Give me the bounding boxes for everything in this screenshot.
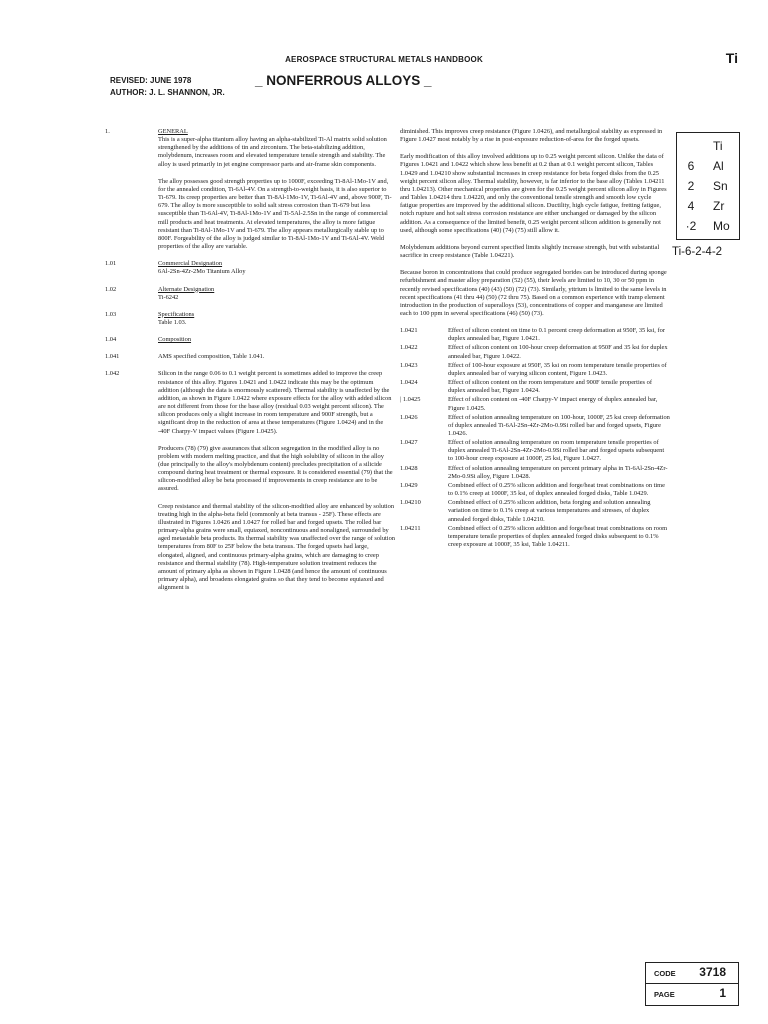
right-item — [400, 525, 670, 549]
left-text-column — [105, 128, 395, 601]
right-item — [400, 379, 670, 395]
element-symbol: Zr — [713, 199, 725, 213]
element-amount: 2 — [687, 179, 695, 193]
section-body — [158, 311, 395, 327]
section-body — [158, 336, 395, 344]
item-number: 1.0421 — [400, 327, 418, 335]
right-item — [400, 465, 670, 481]
element-symbol: Al — [713, 159, 724, 173]
section-row — [105, 370, 395, 592]
section-number: 1. — [105, 128, 110, 135]
page-label: PAGE — [654, 990, 675, 999]
section-heading: Commercial Designation — [158, 260, 223, 268]
right-item — [400, 344, 670, 360]
item-number: 1.04210 — [400, 499, 421, 507]
handbook-title: AEROSPACE STRUCTURAL METALS HANDBOOK — [285, 55, 483, 64]
section-body — [158, 286, 395, 302]
item-text: Molybdenum additions beyond current specified limits slightly increase strength, but with substantial sacrifice in creep resistance (Table 1.04221). — [400, 243, 660, 260]
section-body — [158, 128, 395, 251]
right-item — [400, 269, 670, 318]
item-number: 1.0427 — [400, 439, 418, 447]
right-text-column — [400, 128, 670, 550]
section-paragraph: Creep resistance and thermal stability of the silicon-modified alloy are enhanced by solution treating high in the alpha-beta field (commonly at beta transus - 25F). These effects are illustrated in Figures 1.0426 and 1.0427 for rolled bar and forged upsets. The rolled bar primary-alpha grains were small, equiaxed, noncontinuous and nonaligned, surrounded by aged metastable beta products. Its thermal stability was unaffected over the range of solution temperatures from 80F to 25F below the beta transus. The forged upsets had large, elongated, aligned, and continuous primary-alpha grains, which are damaging to creep resistance and thermal stability (78). High-temperature solution treatment reduces the amount of primary alpha as shown in Figure 1.0428 (and hence the amount of continuous primary alpha), and broadens elongated grains so that they tend to become equiaxed and alignment is — [158, 502, 395, 592]
section-number: 1.041 — [105, 353, 120, 361]
section-heading: Composition — [158, 336, 192, 344]
section-paragraph: The alloy possesses good strength properties up to 1000F, exceeding Ti-8Al-1Mo-1V and, for the annealed condition, Ti-6Al-4V. On a strength-to-weight basis, it is also superior to Ti-679. Its creep properties are better than Ti-8Al-1Mo-1V, Ti-6Al-4V and, above 900F, Ti-679. The alloy is more susceptible to solid salt stress corrosion than Ti-679 but less susceptible than Ti-6Al-4V, Ti-8Al-1Mo-1V and Ti-5Al-2.5Sn in the range of commercial mill products and heat treatments. At elevated temperatures, the alloy is more fatigue resistant than Ti-8Al-1Mo-1V and Ti-679. The alloy appears metallurgically stable up to 800F. Forgeability of the alloy is judged similar to Ti-8Al-1Mo-1V and Ti-6Al-4V. Weld properties of the alloy are variable. — [158, 177, 392, 251]
right-item — [400, 499, 670, 523]
item-text: Effect of silicon content on -40F Charpy-V impact energy of duplex annealed bar, Figure 1.0425. — [448, 396, 658, 412]
section-body — [158, 260, 395, 276]
item-text: Effect of silicon content on time to 0.1 percent creep deformation at 950F, 35 ksi, for duplex annealed bar, Figure 1.0421. — [448, 327, 665, 343]
code-page-box — [645, 962, 739, 1006]
material-symbol: Ti — [725, 50, 738, 66]
section-body — [158, 370, 395, 592]
section-paragraph: Producers (78) (79) give assurances that silicon segregation in the modified alloy is no problem with modern melting practice, and that the high solubility of silicon in the alloy (due principally to the alloy's molybdenum content) precludes precipitation of a silicide compound during heat treatment or thermal exposure. It is considered essential (79) that the silicon-modified alloy be beta processed if improvements in creep resistance are to be assured. — [158, 444, 393, 493]
item-text: Effect of solution annealing temperature on room temperature tensile properties of duplex annealed Ti-6Al-2Sn-4Zr-2Mo-0.9Si rolled bar and forged upsets subsequent to 100-hour creep exposure at 1000F, 25 ksi, Figure 1.0427. — [448, 439, 665, 463]
section-number: 1.02 — [105, 285, 117, 293]
right-item — [400, 396, 670, 412]
section-paragraph: This is a super-alpha titanium alloy having an alpha-stabilized Ti-Al matrix solid solution strengthened by the additions of tin and zirconium. The beta-stabilizing addition, molybdenum, increases room and elevated temperature tensile strength and stability. The alloy is used primarily in jet engine compressor parts and air-frame skin components. — [158, 136, 387, 168]
section-number: 1.01 — [105, 260, 117, 268]
document-title: _ NONFERROUS ALLOYS _ — [255, 73, 432, 88]
item-text: Effect of solution annealing temperature on percent primary alpha in Ti-6Al-2Sn-4Zr-2Mo-0.9Si alloy, Figure 1.0428. — [448, 464, 668, 480]
code-label: CODE — [654, 969, 676, 978]
item-number: | 1.0425 — [400, 396, 421, 404]
item-number: 1.04211 — [400, 524, 421, 532]
element-symbol: Ti — [713, 139, 723, 153]
element-symbol: Sn — [713, 179, 728, 193]
item-text: Early modification of this alloy involved additions up to 0.25 weight percent silicon. Unlike the data of Figures 1.0421 and 1.0422 which show less benefit at 0.2 than at 0.1 weight percent silicon, Tables 1.0429 and 1.04210 show substantial increases in creep resistance for beta forged disks from the 0.25 weight percent silicon alloy. Thermal stability, however, is far inferior to the base alloy (Tables 1.04211 thru 1.04213). Other mechanical properties are given for the 0.25 weight percent silicon alloy in Figures and Tables 1.04214 thru 1.04220, and only the conventional tensile strength and smooth low cycle fatigue properties are improved by the additional silicon. Ductility, high cycle fatigue, fretting fatigue, notch rupture and hot salt stress corrosion resistance are either unchanged or damaged by the silicon addition. As a consequence of the limited benefit, 0.25 weight percent silicon addition is generally not used, although some specifications (40) (74) (75) still allow it. — [400, 153, 667, 234]
element-amount: ·2 — [685, 219, 697, 233]
item-number: 1.0424 — [400, 379, 418, 387]
element-amount: 4 — [687, 199, 695, 213]
section-paragraph: 6Al-2Sn-4Zr-2Mo Titanium Alloy — [158, 268, 246, 276]
section-row — [105, 286, 395, 302]
element-amount: 6 — [687, 159, 695, 173]
section-number: 1.042 — [105, 370, 120, 378]
section-row — [105, 353, 395, 361]
section-paragraph: Ti-6242 — [158, 293, 179, 301]
right-item — [400, 414, 670, 438]
item-text: Effect of 100-hour exposure at 950F, 35 ksi on room temperature tensile properties of duplex annealed bar of varying silicon content, Figure 1.0423. — [448, 361, 667, 377]
item-text: Combined effect of 0.25% silicon addition and forge/heat treat combinations on room temperature tensile properties of duplex annealed forged disks subsequent to 0.1% creep exposure at 1000F, 35 ksi, Table 1.04211. — [448, 524, 668, 549]
item-number: 1.0422 — [400, 344, 418, 352]
section-paragraph: Table 1.03. — [158, 318, 187, 326]
item-text: Effect of silicon content on 100-hour creep deformation at 950F and 35 ksi for duplex annealed bar, Figure 1.0422. — [448, 344, 668, 360]
right-item — [400, 362, 670, 378]
page-value: 1 — [719, 986, 726, 1000]
element-symbol: Mo — [713, 219, 730, 233]
section-row — [105, 336, 395, 344]
alloy-composition-box — [676, 132, 740, 240]
item-number: 1.0428 — [400, 464, 418, 472]
section-paragraph: Silicon in the range 0.06 to 0.1 weight percent is sometimes added to improve the creep resistance of this alloy. Figures 1.0421 and 1.0422 indicate this may be the optimum addition (although the data is enormously scattered). Thermal stability is unaffected by the addition, as shown in Figure 1.0422 where exposure effects for the alloy with added silicon are not different from those for the base alloy (residual 0.03 weight percent silicon). The silicon produces only a slight increase in room temperature and 900F strength, but a significant drop in the reduction of area at these temperatures (Figure 1.0424) and in the -40F Charpy-V impact values (Figure 1.0425). — [158, 370, 392, 435]
section-heading: Specifications — [158, 310, 195, 318]
section-row — [105, 128, 395, 251]
item-number: 1.0426 — [400, 413, 418, 421]
item-number: 1.0429 — [400, 481, 418, 489]
section-heading: Alternate Designation — [158, 285, 215, 293]
section-paragraph: AMS specified composition, Table 1.041. — [158, 353, 265, 361]
right-item — [400, 327, 670, 343]
item-text: Combined effect of 0.25% silicon addition, beta forging and solution annealing variation on time to 0.1% creep at various temperatures and stresses, of duplex annealed forged disks, Table 1.04210. — [448, 499, 651, 523]
right-item — [400, 153, 670, 235]
author-line: AUTHOR: J. L. SHANNON, JR. — [110, 88, 225, 97]
section-number: 1.04 — [105, 336, 117, 344]
right-item — [400, 439, 670, 463]
revised-date: REVISED: JUNE 1978 — [110, 76, 192, 85]
right-item — [400, 128, 670, 144]
item-number: 1.0423 — [400, 361, 418, 369]
item-text: Effect of solution annealing temperature on 100-hour, 1000F, 25 ksi creep deformation of duplex annealed Ti-6Al-2Sn-4Zr-2Mo-0.9Si rolled bar and forged upsets, Figure 1.0426. — [448, 413, 670, 437]
item-text: Effect of silicon content on the room temperature and 900F tensile properties of duplex annealed bar, Figure 1.0424. — [448, 379, 652, 395]
item-text: Because boron in concentrations that could produce segregated borides can be introduced during sponge refurbishment and master alloy preparation (52) (55), their levels are limited to 10, 30 or 50 ppm in recently revised specifications (40) (43) (50) (72) (73). Similarly, yttrium is limited to the same levels in recent specifications (41 thru 44) (50) (72 thru 75). Based on a common experience with tramp element introduction in the production of superalloys (53), concentrations of copper and manganese are limited each to 100 ppm in several specifications (46) (50) (73). — [400, 269, 667, 317]
code-value: 3718 — [699, 965, 726, 979]
right-item — [400, 244, 670, 260]
page-row — [646, 984, 738, 1004]
section-row — [105, 260, 395, 276]
alloy-designation: Ti-6-2-4-2 — [672, 246, 723, 258]
section-number: 1.03 — [105, 310, 117, 318]
section-body — [158, 353, 395, 361]
item-text: diminished. This improves creep resistance (Figure 1.0426), and metallurgical stability as expressed in Figure 1.0427 most notably by a rise in post-exposure reduction-of-area for the forged upsets. — [400, 128, 663, 144]
section-row — [105, 311, 395, 327]
section-heading: GENERAL — [158, 128, 188, 135]
code-row — [646, 963, 738, 984]
item-text: Combined effect of 0.25% silicon addition and forge/heat treat combinations on time to 0.1% creep at 1000F, 35 ksi, of duplex annealed forged disks, Table 1.0429. — [448, 481, 665, 498]
right-item — [400, 482, 670, 498]
